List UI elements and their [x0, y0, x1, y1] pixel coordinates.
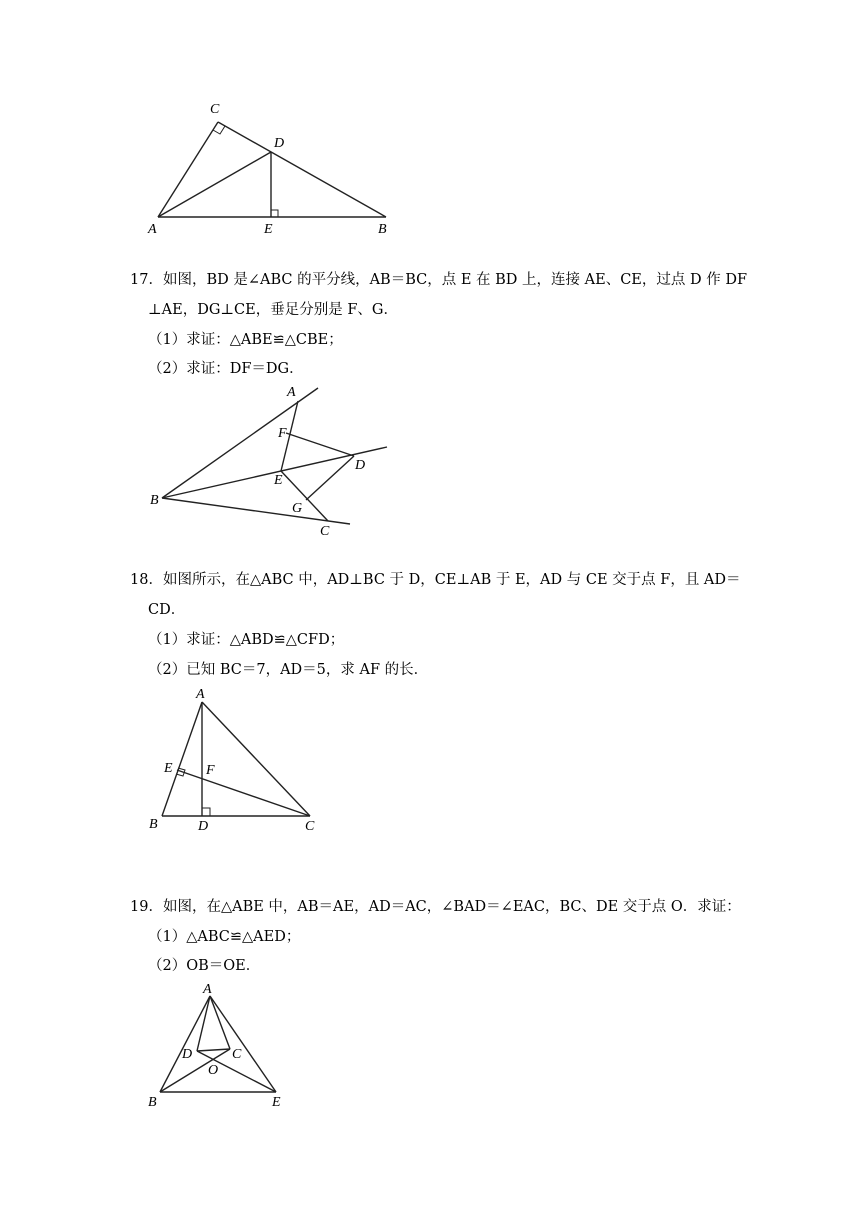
label-D: D: [182, 1047, 193, 1062]
label-B: B: [378, 222, 387, 237]
problem-19-sub2: （2）OB＝OE．: [148, 958, 261, 974]
label-A: A: [148, 222, 157, 237]
problem-18-line2: CD．: [148, 602, 186, 618]
problem-17-line1: 17．如图，BD 是∠ABC 的平分线，AB＝BC，点 E 在 BD 上，连接 AE、CE，过点 D 作 DF: [130, 272, 748, 288]
label-D: D: [274, 136, 285, 151]
label-B: B: [148, 1095, 157, 1110]
figure-16-triangle: [140, 95, 410, 240]
problem-18-sub1: （1）求证：△ABD≌△CFD；: [148, 632, 345, 648]
label-E: E: [264, 222, 273, 237]
figure-18-triangle: [140, 684, 340, 839]
label-B: B: [149, 817, 158, 832]
label-C: C: [305, 819, 315, 834]
label-A: A: [287, 385, 296, 400]
problem-18-sub2: （2）已知 BC＝7，AD＝5，求 AF 的长．: [148, 662, 429, 678]
problem-19-line1: 19．如图，在△ABE 中，AB＝AE，AD＝AC，∠BAD＝∠EAC，BC、DE 交于点 O．求证：: [130, 899, 741, 915]
label-E: E: [164, 761, 173, 776]
label-G: G: [292, 501, 303, 516]
problem-17-line2: ⊥AE，DG⊥CE，垂足分别是 F、G．: [148, 302, 398, 318]
problem-18-line1: 18．如图所示，在△ABC 中，AD⊥BC 于 D，CE⊥AB 于 E，AD 与 CE 交于点 F，且 AD＝: [130, 572, 741, 588]
label-C: C: [232, 1047, 242, 1062]
label-F: F: [278, 426, 287, 441]
label-E: E: [272, 1095, 281, 1110]
label-D: D: [198, 819, 209, 834]
label-O: O: [208, 1063, 219, 1078]
figure-17-bisector: [140, 380, 400, 540]
label-F: F: [206, 763, 215, 778]
label-B: B: [150, 493, 159, 508]
problem-19-sub1: （1）△ABC≌△AED；: [148, 929, 301, 945]
label-E: E: [274, 473, 283, 488]
label-C: C: [320, 524, 330, 539]
label-A: A: [196, 687, 205, 702]
label-C: C: [210, 102, 220, 117]
problem-17-sub2: （2）求证：DF＝DG．: [148, 361, 304, 377]
problem-17-sub1: （1）求证：△ABE≌△CBE；: [148, 332, 343, 348]
label-D: D: [355, 458, 366, 473]
label-A: A: [203, 982, 212, 997]
figure-19-triangle: [140, 978, 310, 1118]
